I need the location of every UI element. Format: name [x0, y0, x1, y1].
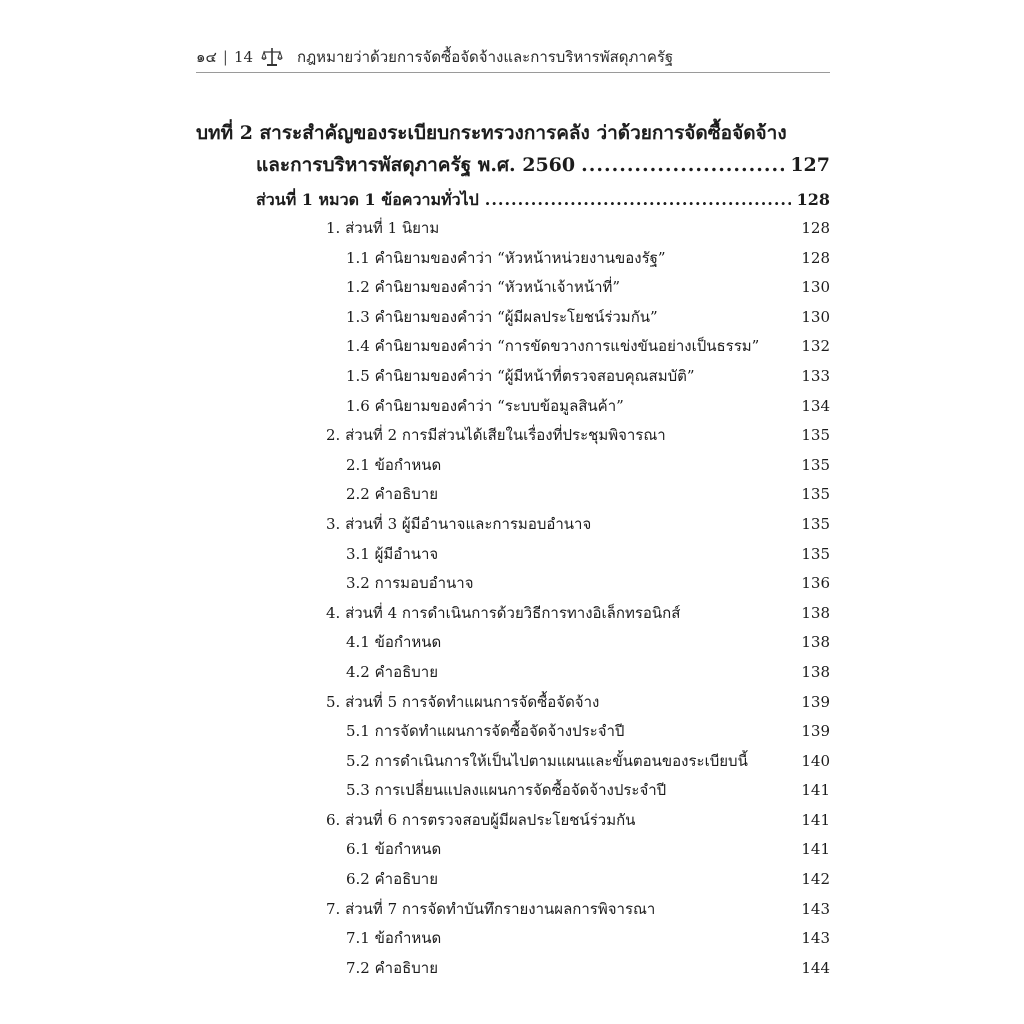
toc-section-entry — [326, 510, 830, 540]
toc-subsection-entry — [326, 717, 830, 747]
toc-section-entry — [326, 599, 830, 629]
toc-entry-label: 1.6 คำนิยามของคำว่า “ระบบข้อมูลสินค้า” — [346, 396, 624, 415]
toc-entry-label: 4. ส่วนที่ 4 การดำเนินการด้วยวิธีการทางอิเล็กทรอนิกส์ — [326, 603, 681, 622]
chapter-title-line2: และการบริหารพัสดุภาครัฐ พ.ศ. 2560 — [256, 154, 576, 176]
toc-subsection-entry — [326, 924, 830, 954]
toc-entry-page: 138 — [801, 662, 830, 681]
part-title: ส่วนที่ 1 หมวด 1 ข้อความทั่วไป — [256, 190, 479, 209]
toc-subsection-entry — [326, 362, 830, 392]
toc-subsection-entry — [326, 658, 830, 688]
toc-entry-page: 142 — [801, 870, 830, 889]
toc-entry-page: 135 — [801, 514, 830, 533]
toc-entry-page: 141 — [801, 840, 830, 859]
dot-leader — [581, 149, 784, 181]
toc-entry-page: 136 — [801, 574, 830, 593]
toc-entry-page: 138 — [801, 633, 830, 652]
toc-entry-page: 128 — [801, 219, 830, 237]
toc-entry-page: 140 — [801, 751, 830, 770]
toc-entry-page: 135 — [801, 426, 830, 445]
toc-entry-page: 138 — [801, 603, 830, 622]
toc-entry-page: 141 — [801, 781, 830, 800]
toc-entry-page: 139 — [801, 722, 830, 741]
toc-subsection-entry — [326, 954, 830, 984]
toc-entry-page: 135 — [801, 485, 830, 504]
toc-entry-label: 5. ส่วนที่ 5 การจัดทำแผนการจัดซื้อจัดจ้าง — [326, 692, 600, 711]
toc-entry-label: 1.3 คำนิยามของคำว่า “ผู้มีผลประโยชน์ร่วมกัน” — [346, 307, 658, 326]
toc-entry-page: 132 — [801, 337, 830, 356]
toc-subsection-entry — [326, 835, 830, 865]
toc-entry-page: 130 — [801, 307, 830, 326]
toc-list — [326, 214, 830, 983]
toc-entry-page: 143 — [801, 899, 830, 918]
toc-subsection-entry — [326, 273, 830, 303]
chapter-title-line1: บทที่ 2 สาระสำคัญของระเบียบกระทรวงการคลัง ว่าด้วยการจัดซื้อจัดจ้าง — [196, 122, 787, 144]
toc-entry-label: 4.1 ข้อกำหนด — [346, 633, 442, 652]
toc-subsection-entry — [326, 865, 830, 895]
toc-entry-page: 143 — [801, 929, 830, 948]
toc-entry-label: 5.2 การดำเนินการให้เป็นไปตามแผนและขั้นตอนของระเบียบนี้ — [346, 751, 748, 770]
toc-entry-label: 2.1 ข้อกำหนด — [346, 455, 442, 474]
toc-entry-page: 135 — [801, 544, 830, 563]
toc-entry-label: 5.3 การเปลี่ยนแปลงแผนการจัดซื้อจัดจ้างประจำปี — [346, 781, 667, 800]
dot-leader — [485, 186, 791, 214]
part-page: 128 — [796, 190, 830, 209]
toc-entry-label: 4.2 คำอธิบาย — [346, 662, 438, 681]
toc-entry-label: 6.1 ข้อกำหนด — [346, 840, 442, 859]
page-number: 14 — [233, 48, 254, 66]
toc-entry-label: 7.2 คำอธิบาย — [346, 958, 438, 977]
toc-entry-label: 1.2 คำนิยามของคำว่า “หัวหน้าเจ้าหน้าที่” — [346, 278, 621, 297]
toc-section-entry — [326, 806, 830, 836]
part-heading — [256, 186, 830, 214]
toc-subsection-entry — [326, 303, 830, 333]
toc-entry-label: 1.1 คำนิยามของคำว่า “หัวหน้าหน่วยงานของรัฐ” — [346, 248, 666, 267]
toc-entry-label: 6.2 คำอธิบาย — [346, 870, 438, 889]
toc-subsection-entry — [326, 244, 830, 274]
toc-entry-page: 135 — [801, 455, 830, 474]
toc-entry-label: 5.1 การจัดทำแผนการจัดซื้อจัดจ้างประจำปี — [346, 722, 625, 741]
toc-entry-label: 7. ส่วนที่ 7 การจัดทำบันทึกรายงานผลการพิจารณา — [326, 899, 656, 918]
toc-section-entry — [326, 895, 830, 925]
toc-entry-page: 134 — [801, 396, 830, 415]
toc-subsection-entry — [326, 451, 830, 481]
toc-entry-page: 133 — [801, 366, 830, 385]
toc-subsection-entry — [326, 569, 830, 599]
toc-subsection-entry — [326, 747, 830, 777]
toc-entry-label: 3.2 การมอบอำนาจ — [346, 574, 474, 593]
header-separator: | — [222, 48, 228, 66]
toc-subsection-entry — [326, 540, 830, 570]
book-title: กฎหมายว่าด้วยการจัดซื้อจัดจ้างและการบริหารพัสดุภาครัฐ — [297, 48, 674, 66]
toc-entry-page: 144 — [801, 958, 830, 977]
toc-entry-label: 2. ส่วนที่ 2 การมีส่วนได้เสียในเรื่องที่ประชุมพิจารณา — [326, 426, 666, 445]
toc-entry-label: 3.1 ผู้มีอำนาจ — [346, 544, 439, 563]
toc-entry-label: 3. ส่วนที่ 3 ผู้มีอำนาจและการมอบอำนาจ — [326, 514, 592, 533]
toc-section-entry — [326, 421, 830, 451]
toc-entry-page: 139 — [801, 692, 830, 711]
chapter-page: 127 — [790, 154, 830, 176]
toc-section-entry — [326, 688, 830, 718]
toc-entry-label: 6. ส่วนที่ 6 การตรวจสอบผู้มีผลประโยชน์ร่วมกัน — [326, 810, 636, 829]
toc-entry-label: 1.4 คำนิยามของคำว่า “การขัดขวางการแข่งขันอย่างเป็นธรรม” — [346, 337, 760, 356]
toc-entry-label: 1. ส่วนที่ 1 นิยาม — [326, 219, 440, 237]
toc-entry-label: 1.5 คำนิยามของคำว่า “ผู้มีหน้าที่ตรวจสอบคุณสมบัติ” — [346, 366, 695, 385]
toc-subsection-entry — [326, 392, 830, 422]
toc-entry-label: 2.2 คำอธิบาย — [346, 485, 438, 504]
toc-entry-page: 141 — [801, 810, 830, 829]
toc-subsection-entry — [326, 628, 830, 658]
toc-subsection-entry — [326, 332, 830, 362]
toc-entry-label: 7.1 ข้อกำหนด — [346, 929, 442, 948]
page-number-thai: ๑๔ — [196, 48, 217, 66]
toc-entry-page: 130 — [801, 278, 830, 297]
chapter-title-line2-row — [196, 149, 830, 181]
toc-section-entry — [326, 214, 830, 244]
toc-entry-page: 128 — [801, 248, 830, 267]
toc-subsection-entry — [326, 776, 830, 806]
running-header — [196, 44, 830, 73]
scales-of-justice-icon — [261, 47, 283, 67]
chapter-heading — [196, 117, 830, 181]
toc-subsection-entry — [326, 480, 830, 510]
